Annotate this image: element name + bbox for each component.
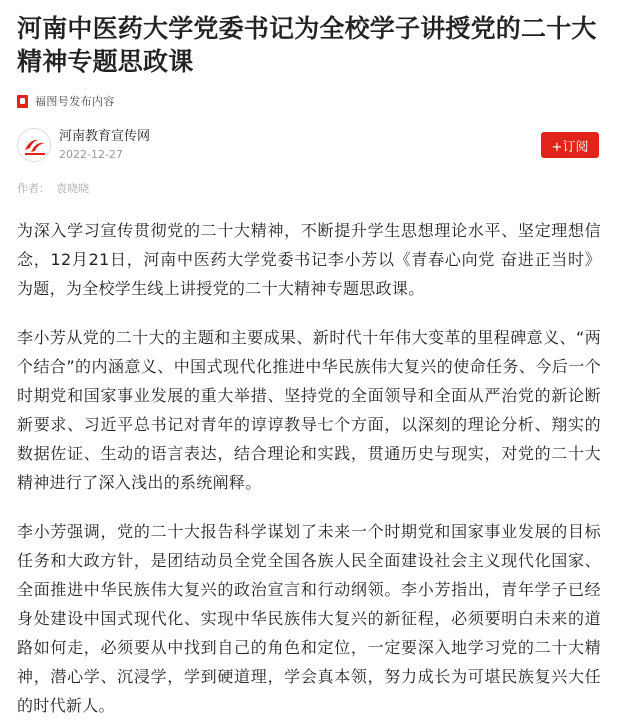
publisher-header xyxy=(17,128,601,168)
bookmark-icon xyxy=(17,95,28,108)
article-paragraph: 李小芳强调，党的二十大报告科学谋划了未来一个时期党和国家事业发展的目标任务和大政方针，是团结动员全党全国各族人民全面建设社会主义现代化国家、全面推进中华民族伟大复兴的政治宣言和行动纲领。李小芳指出，青年学子已经身处建设中国式现代化、实现中华民族伟大复兴的新征程，必须要明白未来的道路如何走，必须要从中找到自己的角色和定位，一定要深入地学习党的二十大精神，潜心学、沉浸学，学到硬道理，学会真本领，努力成长为可堪民族复兴大任的时代新人。 xyxy=(17,522,601,715)
byline-label: 作者： xyxy=(17,182,50,195)
article-paragraph: 为深入学习宣传贯彻党的二十大精神，不断提升学生思想理论水平、坚定理想信念，12月21日，河南中医药大学党委书记李小芳以《青春心向党 奋进正当时》为题，为全校学生线上讲授党的二十大精神专题思政课。 xyxy=(17,221,601,298)
subscribe-button[interactable]: +订阅 xyxy=(541,132,599,158)
publisher-avatar[interactable] xyxy=(17,128,51,162)
byline xyxy=(17,182,601,196)
publish-date: 2022-12-27 xyxy=(59,148,123,161)
article-title: 河南中医药大学党委书记为全校学子讲授党的二十大精神专题思政课 xyxy=(17,14,597,76)
article-body xyxy=(17,216,601,720)
byline-author: 袁晓晓 xyxy=(56,182,89,195)
article-paragraph: 李小芳从党的二十大的主题和主要成果、新时代十年伟大变革的里程碑意义、“两个结合”的内涵意义、中国式现代化推进中华民族伟大复兴的使命任务、今后一个时期党和国家事业发展的重大举措、坚持党的全面领导和全面从严治党的新论断新要求、习近平总书记对青年的谆谆教导七个方面，以深刻的理论分析、翔实的数据佐证、生动的语言表达，结合理论和实践，贯通历史与现实，对党的二十大精神进行了深入浅出的系统阐释。 xyxy=(17,328,601,492)
publisher-logo-icon xyxy=(18,129,51,162)
publisher-name[interactable]: 河南教育宣传网 xyxy=(59,129,151,144)
source-note-text: 福图号发布内容 xyxy=(35,95,115,108)
source-note xyxy=(17,92,601,110)
